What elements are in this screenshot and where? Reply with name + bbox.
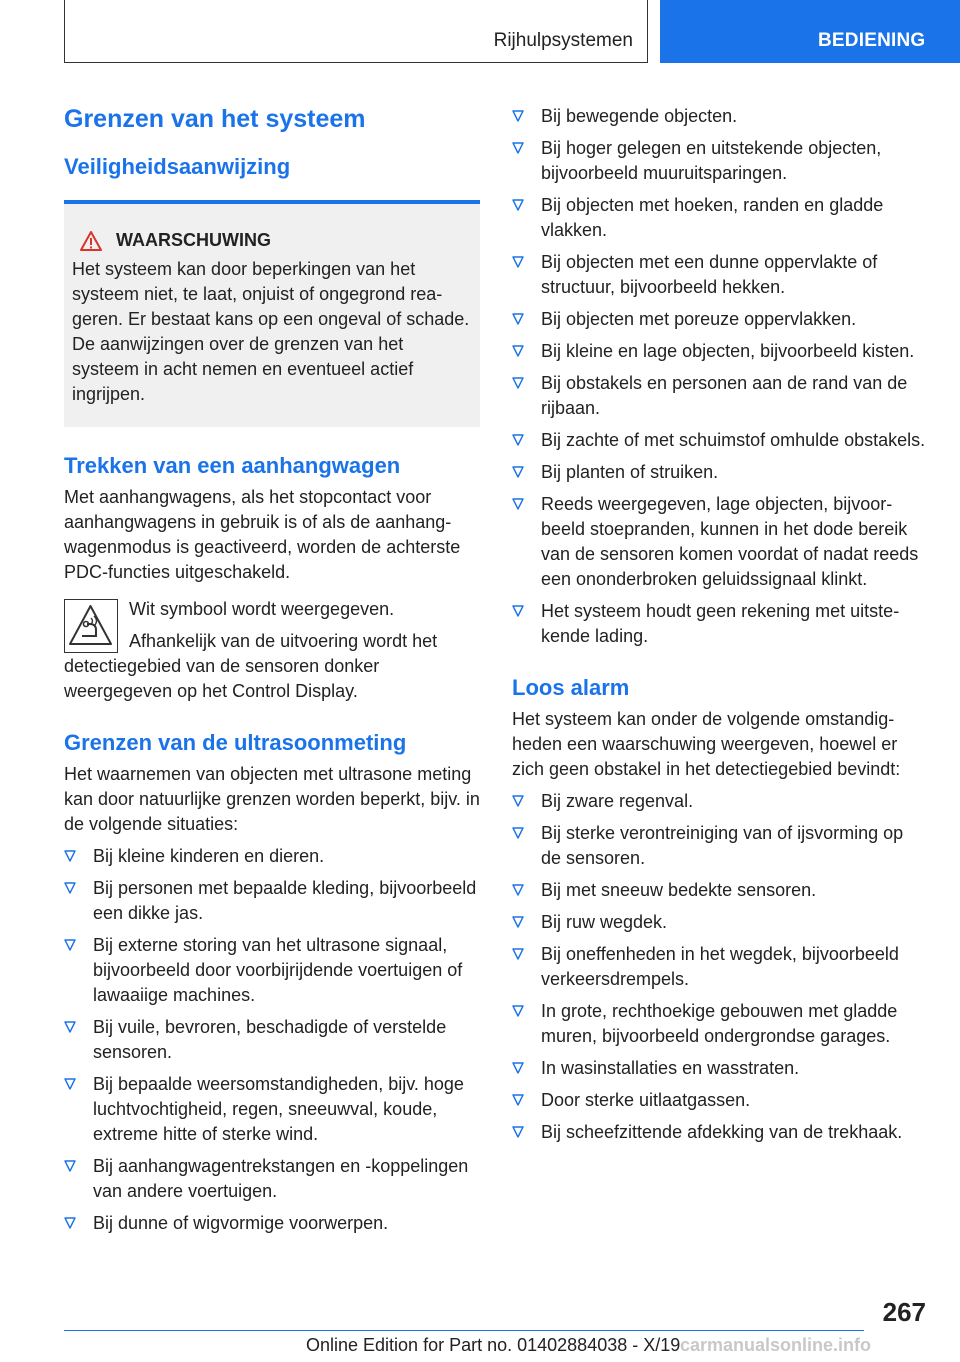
list-item bbox=[512, 599, 928, 649]
list-item bbox=[512, 878, 928, 903]
list-item bbox=[512, 999, 928, 1049]
list-item-text: Bij objecten met hoeken, randen en gladde vlakken. bbox=[541, 195, 884, 240]
list-item-text: Bij scheefzittende afdekking van de trekhaak. bbox=[541, 1122, 903, 1142]
false-alarm-text: Het systeem kan onder de volgende omstandigheden een waarschuwing weergeven, hoewel er zich geen obstakel in het detectiegebied bevindt: bbox=[512, 709, 901, 779]
footer-divider bbox=[64, 1330, 864, 1331]
triangle-bullet-icon bbox=[64, 939, 76, 951]
list-item bbox=[512, 910, 928, 935]
list-item bbox=[64, 1072, 480, 1147]
list-item bbox=[512, 428, 928, 453]
triangle-bullet-icon bbox=[512, 948, 524, 960]
trailer-symbol-line: Wit symbool wordt weergegeven. bbox=[129, 599, 395, 619]
header-chapter-tab: BEDIENING bbox=[660, 0, 960, 63]
list-item-text: Bij sterke verontreiniging van of ijsvorming op de sensoren. bbox=[541, 823, 904, 868]
list-item-text: Bij bepaalde weersomstandigheden, bijv. hoge luchtvochtigheid, regen, sneeuwval, koude, extreme hitte of sterke wind. bbox=[93, 1074, 464, 1144]
trailer-symbol-row bbox=[64, 597, 480, 704]
list-item bbox=[64, 876, 480, 926]
warning-text: Het systeem kan door beperkingen van het systeem niet, te laat, onjuist of ongegrond reageren. Er bestaat kans op een ongeval of schade. De aanwijzingen over de grenzen van het systeem in acht nemen en eventueel actief ingrijpen. bbox=[72, 259, 470, 404]
list-item-text: Reeds weergegeven, lage objecten, bijvoorbeeld stoepranden, kunnen in het dode bereik van de sensoren komen voordat of nadat reeds een ononderbroken geluidssignaal klinkt. bbox=[541, 494, 919, 589]
page-title: Grenzen van het systeem bbox=[64, 105, 366, 133]
list-item bbox=[512, 821, 928, 871]
list-item-text: Door sterke uitlaatgassen. bbox=[541, 1090, 751, 1110]
list-item-text: Bij met sneeuw bedekte sensoren. bbox=[541, 880, 817, 900]
ultrasound-text: Het waarnemen van objecten met ultrasone meting kan door natuurlijke grenzen worden beperkt, bijv. in de volgende situaties: bbox=[64, 764, 480, 834]
triangle-bullet-icon bbox=[512, 795, 524, 807]
list-item bbox=[512, 250, 928, 300]
list-item-text: Bij vuile, bevroren, beschadigde of verstelde sensoren. bbox=[93, 1017, 447, 1062]
triangle-bullet-icon bbox=[512, 466, 524, 478]
list-item bbox=[512, 460, 928, 485]
list-item bbox=[64, 844, 480, 869]
list-item bbox=[512, 136, 928, 186]
list-item-text: Bij dunne of wigvormige voorwerpen. bbox=[93, 1213, 389, 1233]
list-item-text: Bij objecten met poreuze oppervlakken. bbox=[541, 309, 857, 329]
triangle-bullet-icon bbox=[512, 256, 524, 268]
list-item bbox=[512, 193, 928, 243]
triangle-bullet-icon bbox=[512, 345, 524, 357]
warning-label: WAARSCHUWING bbox=[116, 230, 271, 250]
list-item bbox=[512, 339, 928, 364]
triangle-bullet-icon bbox=[64, 1160, 76, 1172]
ultrasound-list bbox=[64, 844, 480, 1236]
left-column bbox=[64, 100, 480, 1236]
triangle-bullet-icon bbox=[512, 142, 524, 154]
list-item-text: Bij zachte of met schuimstof omhulde obstakels. bbox=[541, 430, 926, 450]
trailer-heading: Trekken van een aanhangwagen bbox=[64, 453, 401, 478]
header-section-box bbox=[64, 0, 648, 63]
list-item bbox=[512, 104, 928, 129]
list-item bbox=[512, 1056, 928, 1081]
list-item bbox=[512, 307, 928, 332]
list-item-text: Bij personen met bepaalde kleding, bijvoorbeeld een dikke jas. bbox=[93, 878, 477, 923]
triangle-bullet-icon bbox=[512, 1094, 524, 1106]
triangle-bullet-icon bbox=[512, 434, 524, 446]
list-item-text: Bij ruw wegdek. bbox=[541, 912, 668, 932]
trailer-text: Met aanhangwagens, als het stopcontact voor aanhangwagens in gebruik is of als de aanhangwagenmodus is geactiveerd, worden de achterste PDC-functies uitgeschakeld. bbox=[64, 487, 461, 582]
false-alarm-list bbox=[512, 789, 928, 1145]
triangle-bullet-icon bbox=[512, 313, 524, 325]
trailer-hitch-icon bbox=[65, 600, 116, 651]
header-section-title: Rijhulpsystemen bbox=[493, 30, 633, 51]
list-item bbox=[512, 789, 928, 814]
list-item-text: Bij kleine en lage objecten, bijvoorbeeld kisten. bbox=[541, 341, 915, 361]
list-item-text: Bij objecten met een dunne oppervlakte of structuur, bijvoorbeeld hekken. bbox=[541, 252, 878, 297]
watermark: carmanualsonline.info bbox=[680, 1335, 872, 1355]
list-item-text: In grote, rechthoekige gebouwen met gladde muren, bijvoorbeeld ondergrondse garages. bbox=[541, 1001, 898, 1046]
warning-triangle-icon bbox=[80, 231, 102, 251]
list-item bbox=[64, 1154, 480, 1204]
list-item bbox=[64, 1211, 480, 1236]
triangle-bullet-icon bbox=[512, 605, 524, 617]
list-item-text: Bij obstakels en personen aan de rand van de rijbaan. bbox=[541, 373, 908, 418]
triangle-bullet-icon bbox=[512, 199, 524, 211]
list-item-text: Het systeem houdt geen rekening met uitstekende lading. bbox=[541, 601, 900, 646]
list-item-text: Bij planten of struiken. bbox=[541, 462, 719, 482]
list-item bbox=[512, 371, 928, 421]
safety-subtitle: Veiligheidsaanwijzing bbox=[64, 154, 291, 179]
ultrasound-heading: Grenzen van de ultrasoonmeting bbox=[64, 730, 407, 755]
list-item bbox=[512, 492, 928, 592]
situations-list bbox=[512, 104, 928, 649]
warning-header bbox=[72, 228, 470, 253]
triangle-bullet-icon bbox=[64, 1021, 76, 1033]
list-item bbox=[512, 1120, 928, 1145]
warning-box bbox=[64, 200, 480, 427]
list-item-text: Bij oneffenheden in het wegdek, bijvoorbeeld verkeersdrempels. bbox=[541, 944, 899, 989]
triangle-bullet-icon bbox=[512, 110, 524, 122]
triangle-bullet-icon bbox=[512, 1126, 524, 1138]
list-item bbox=[512, 942, 928, 992]
trailer-symbol-image bbox=[64, 599, 118, 653]
trailer-symbol-text: Afhankelijk van de uitvoering wordt het detectiegebied van de sensoren donker weergegeven op het Control Display. bbox=[64, 631, 438, 701]
triangle-bullet-icon bbox=[64, 850, 76, 862]
triangle-bullet-icon bbox=[512, 1062, 524, 1074]
list-item-text: Bij aanhangwagentrekstangen en -koppelingen van andere voertuigen. bbox=[93, 1156, 469, 1201]
triangle-bullet-icon bbox=[512, 916, 524, 928]
triangle-bullet-icon bbox=[512, 884, 524, 896]
list-item bbox=[512, 1088, 928, 1113]
triangle-bullet-icon bbox=[64, 1078, 76, 1090]
triangle-bullet-icon bbox=[512, 498, 524, 510]
list-item bbox=[64, 933, 480, 1008]
triangle-bullet-icon bbox=[64, 882, 76, 894]
list-item-text: Bij zware regenval. bbox=[541, 791, 694, 811]
triangle-bullet-icon bbox=[512, 827, 524, 839]
list-item-text: Bij externe storing van het ultrasone signaal, bijvoorbeeld door voorbijrijdende voertuigen of lawaaiige machines. bbox=[93, 935, 463, 1005]
triangle-bullet-icon bbox=[512, 377, 524, 389]
list-item-text: In wasinstallaties en wasstraten. bbox=[541, 1058, 800, 1078]
false-alarm-heading: Loos alarm bbox=[512, 675, 630, 700]
list-item-text: Bij hoger gelegen en uitstekende objecten, bijvoorbeeld muuruitsparingen. bbox=[541, 138, 882, 183]
list-item bbox=[64, 1015, 480, 1065]
list-item-text: Bij bewegende objecten. bbox=[541, 106, 738, 126]
triangle-bullet-icon bbox=[512, 1005, 524, 1017]
page-number: 267 bbox=[882, 1297, 926, 1327]
right-column bbox=[512, 104, 928, 1145]
triangle-bullet-icon bbox=[64, 1217, 76, 1229]
list-item-text: Bij kleine kinderen en dieren. bbox=[93, 846, 325, 866]
edition-text: Online Edition for Part no. 01402884038 - X/19 bbox=[306, 1335, 681, 1355]
